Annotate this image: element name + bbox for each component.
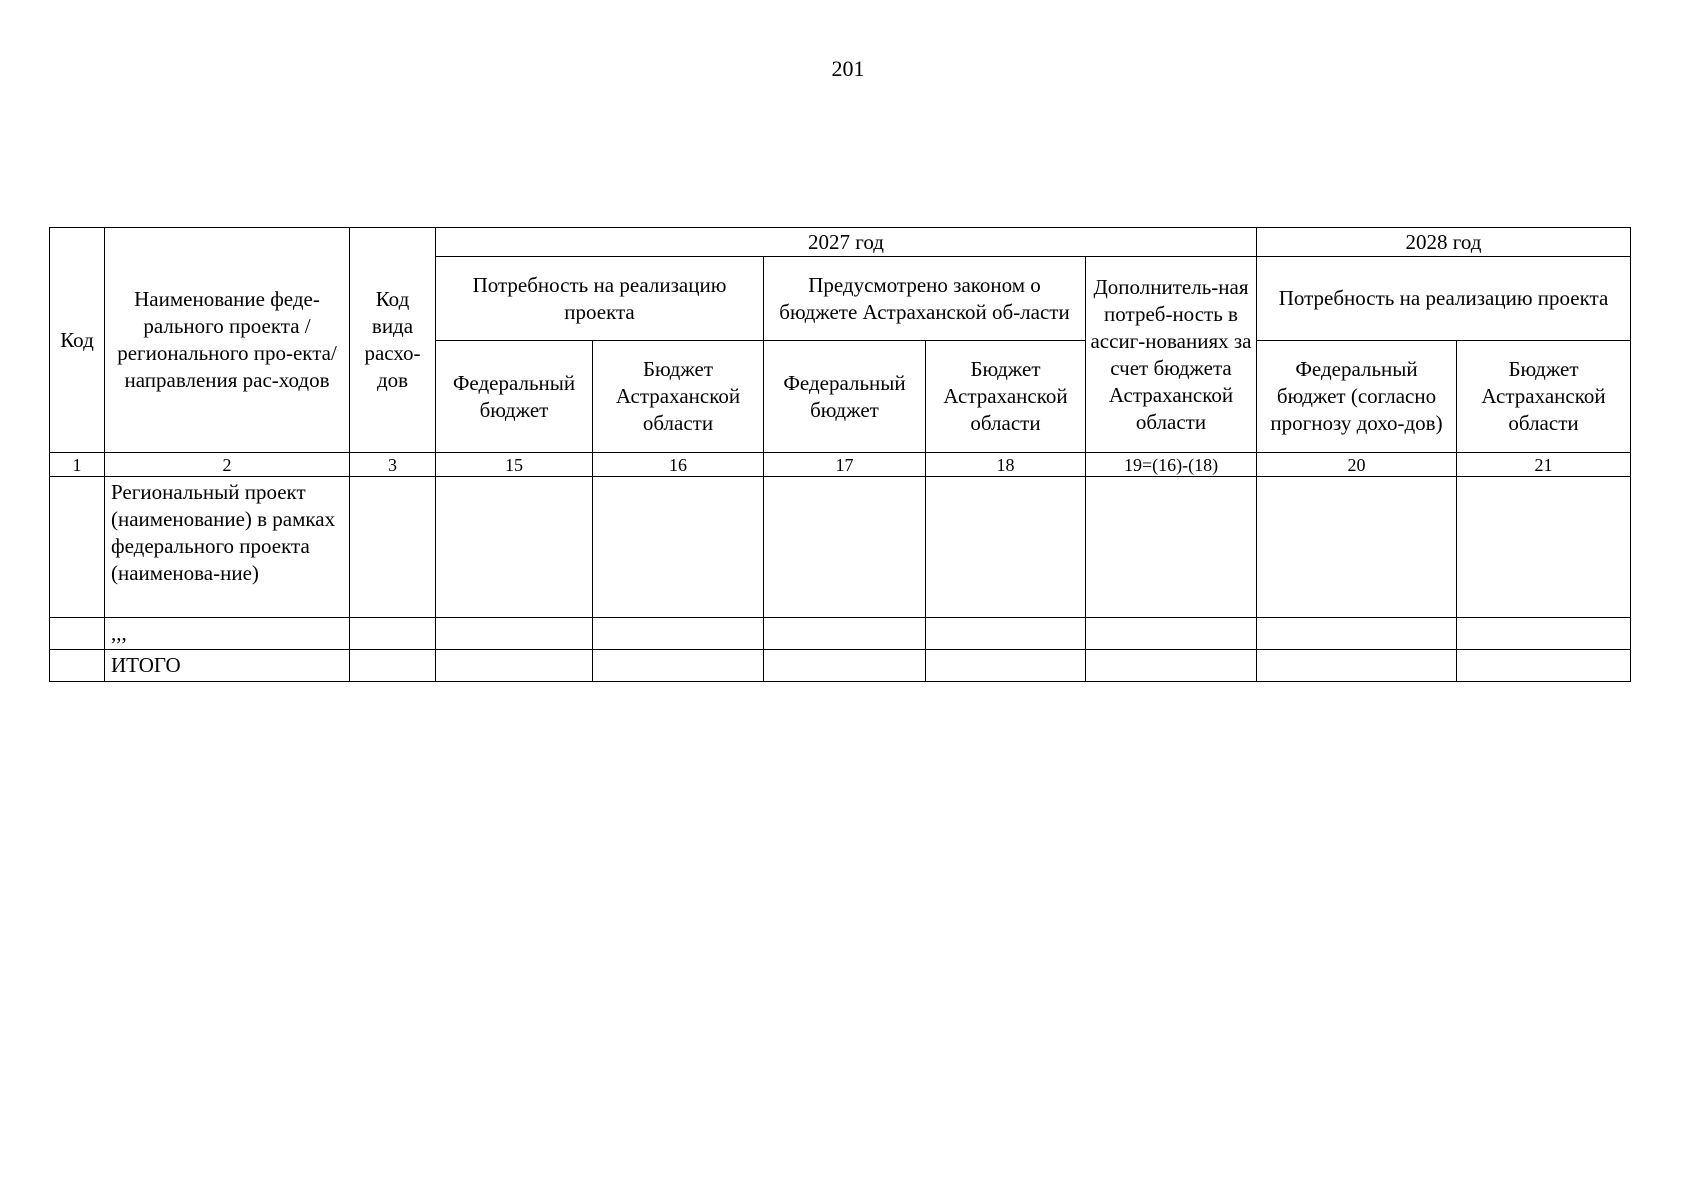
header-additional-need: Дополнитель-ная потреб-ность в ассиг-нованиях за счет бюджета Астраханской области [1086, 257, 1257, 453]
empty-cell [1086, 618, 1257, 650]
budget-table [49, 227, 1631, 682]
empty-cell [1257, 650, 1457, 682]
column-number: 15 [436, 453, 593, 477]
empty-cell [436, 650, 593, 682]
row-name: ,,, [105, 618, 350, 650]
column-number: 21 [1457, 453, 1631, 477]
empty-cell [764, 618, 926, 650]
header-region-budget-16: Бюджет Астраханской области [593, 341, 764, 453]
header-code: Код [50, 228, 105, 453]
empty-cell [593, 618, 764, 650]
empty-cell [350, 650, 436, 682]
header-name: Наименование феде-рального проекта /регионального про-екта/направления рас-ходов [105, 228, 350, 453]
empty-cell [350, 618, 436, 650]
header-region-budget-18: Бюджет Астраханской области [926, 341, 1086, 453]
header-row-years [50, 228, 1631, 257]
row-code [50, 618, 105, 650]
column-number: 3 [350, 453, 436, 477]
column-number: 2 [105, 453, 350, 477]
empty-cell [436, 618, 593, 650]
empty-cell [764, 477, 926, 618]
empty-cell [1257, 477, 1457, 618]
header-fed-budget-17: Федеральный бюджет [764, 341, 926, 453]
column-numbers-row [50, 453, 1631, 477]
page-number: 201 [831, 56, 865, 81]
empty-cell [926, 650, 1086, 682]
column-number: 16 [593, 453, 764, 477]
row-code [50, 650, 105, 682]
header-fed-budget-forecast-20: Федеральный бюджет (согласно прогнозу дохо-дов) [1257, 341, 1457, 453]
empty-cell [1086, 650, 1257, 682]
empty-cell [1457, 618, 1631, 650]
header-expense-type: Код вида расхо-дов [350, 228, 436, 453]
empty-cell [593, 477, 764, 618]
row-name: ИТОГО [105, 650, 350, 682]
table-row [50, 618, 1631, 650]
empty-cell [926, 618, 1086, 650]
empty-cell [1257, 618, 1457, 650]
header-need-2027: Потребность на реализацию проекта [436, 257, 764, 341]
empty-cell [1457, 650, 1631, 682]
column-number: 17 [764, 453, 926, 477]
header-provided-2027: Предусмотрено законом о бюджете Астраханской об-ласти [764, 257, 1086, 341]
table-row-total [50, 650, 1631, 682]
empty-cell [593, 650, 764, 682]
empty-cell [926, 477, 1086, 618]
header-region-budget-21: Бюджет Астраханской области [1457, 341, 1631, 453]
column-number: 19=(16)-(18) [1086, 453, 1257, 477]
empty-cell [764, 650, 926, 682]
column-number: 18 [926, 453, 1086, 477]
column-number: 20 [1257, 453, 1457, 477]
header-year-2028: 2028 год [1257, 228, 1631, 257]
column-number: 1 [50, 453, 105, 477]
table-row [50, 477, 1631, 618]
header-need-2028: Потребность на реализацию проекта [1257, 257, 1631, 341]
empty-cell [1457, 477, 1631, 618]
empty-cell [1086, 477, 1257, 618]
header-year-2027: 2027 год [436, 228, 1257, 257]
empty-cell [436, 477, 593, 618]
empty-cell [350, 477, 436, 618]
row-name: Региональный проект (наименование) в рамках федерального проекта (наименова-ние) [105, 477, 350, 618]
header-fed-budget-15: Федеральный бюджет [436, 341, 593, 453]
row-code [50, 477, 105, 618]
